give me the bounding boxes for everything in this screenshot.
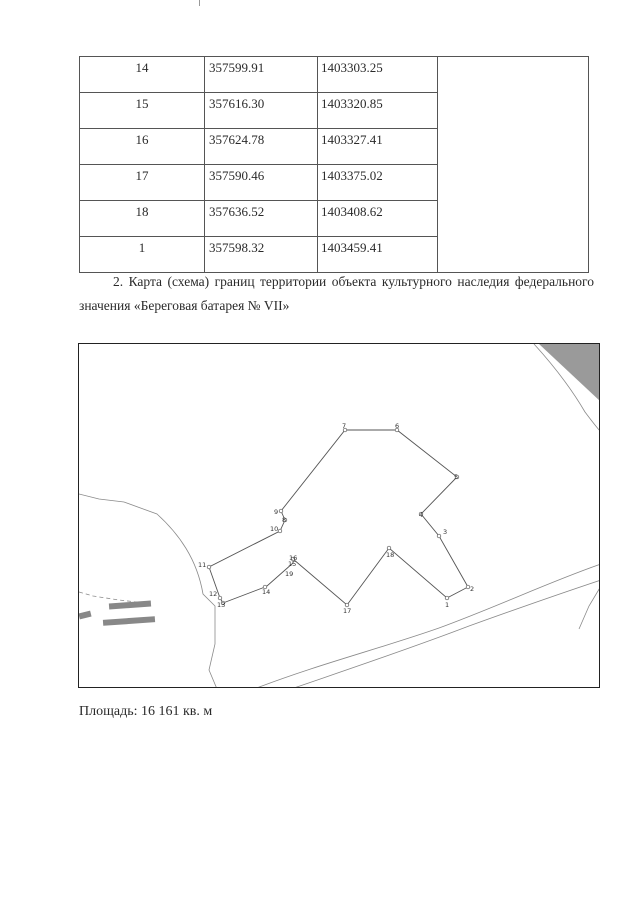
point-label-8: 8 [282, 516, 287, 524]
shaded-area [539, 344, 600, 402]
table-row [80, 57, 589, 93]
x-coordinate: 357624.78 [205, 129, 318, 165]
territory-map [78, 343, 600, 688]
plot-boundary-dashed [79, 592, 145, 603]
gray-mark [79, 611, 92, 620]
point-label-10: 10 [270, 525, 279, 533]
point-number: 1 [80, 237, 205, 273]
vertex-marker [279, 509, 283, 513]
plot-boundary-left [79, 494, 217, 688]
gray-mark [103, 616, 155, 626]
vertex-marker [445, 596, 449, 600]
point-label-19: 19 [285, 570, 294, 578]
point-label-12: 12 [209, 590, 218, 598]
side-line-right [579, 586, 600, 629]
point-label-14: 14 [262, 588, 271, 596]
point-label-11: 11 [198, 561, 207, 569]
x-coordinate: 357598.32 [205, 237, 318, 273]
point-label-4: 4 [419, 511, 424, 519]
point-number: 15 [80, 93, 205, 129]
point-label-3: 3 [443, 528, 448, 536]
gray-mark [109, 601, 151, 610]
point-number: 17 [80, 165, 205, 201]
x-coordinate: 357599.91 [205, 57, 318, 93]
coordinates-table [79, 56, 589, 273]
empty-cell [438, 57, 589, 273]
y-coordinate: 1403459.41 [318, 237, 438, 273]
vertex-markers [207, 428, 470, 607]
background-lines [79, 344, 600, 688]
map-caption-paragraph: 2. Карта (схема) границ территории объекта культурного наследия федерального значения «Береговая батарея № VII» [79, 274, 594, 313]
point-label-16: 16 [289, 554, 298, 562]
scan-speck [199, 0, 200, 6]
point-label-17: 17 [343, 607, 352, 615]
area-caption: Площадь: 16 161 кв. м [79, 704, 213, 719]
y-coordinate: 1403303.25 [318, 57, 438, 93]
vertex-marker [437, 534, 441, 538]
point-number: 14 [80, 57, 205, 93]
y-coordinate: 1403327.41 [318, 129, 438, 165]
vertex-marker [278, 529, 282, 533]
point-label-7: 7 [342, 422, 347, 430]
point-label-1: 1 [445, 601, 450, 609]
vertex-marker [387, 546, 391, 550]
point-label-18: 18 [386, 551, 395, 559]
y-coordinate: 1403408.62 [318, 201, 438, 237]
map-drawing [79, 344, 600, 688]
point-number: 16 [80, 129, 205, 165]
x-coordinate: 357590.46 [205, 165, 318, 201]
vertex-marker [207, 565, 211, 569]
point-label-13: 13 [217, 601, 226, 609]
x-coordinate: 357636.52 [205, 201, 318, 237]
road-line-lower [254, 564, 600, 688]
point-label-15: 15 [288, 560, 297, 568]
territory-boundary [209, 430, 468, 605]
gray-marks [79, 601, 155, 626]
x-coordinate: 357616.30 [205, 93, 318, 129]
y-coordinate: 1403375.02 [318, 165, 438, 201]
point-number: 18 [80, 201, 205, 237]
point-label-6: 6 [395, 422, 400, 430]
point-label-5: 5 [454, 473, 459, 481]
point-label-9: 9 [274, 508, 279, 516]
point-label-2: 2 [470, 585, 475, 593]
vertex-marker [218, 596, 222, 600]
y-coordinate: 1403320.85 [318, 93, 438, 129]
